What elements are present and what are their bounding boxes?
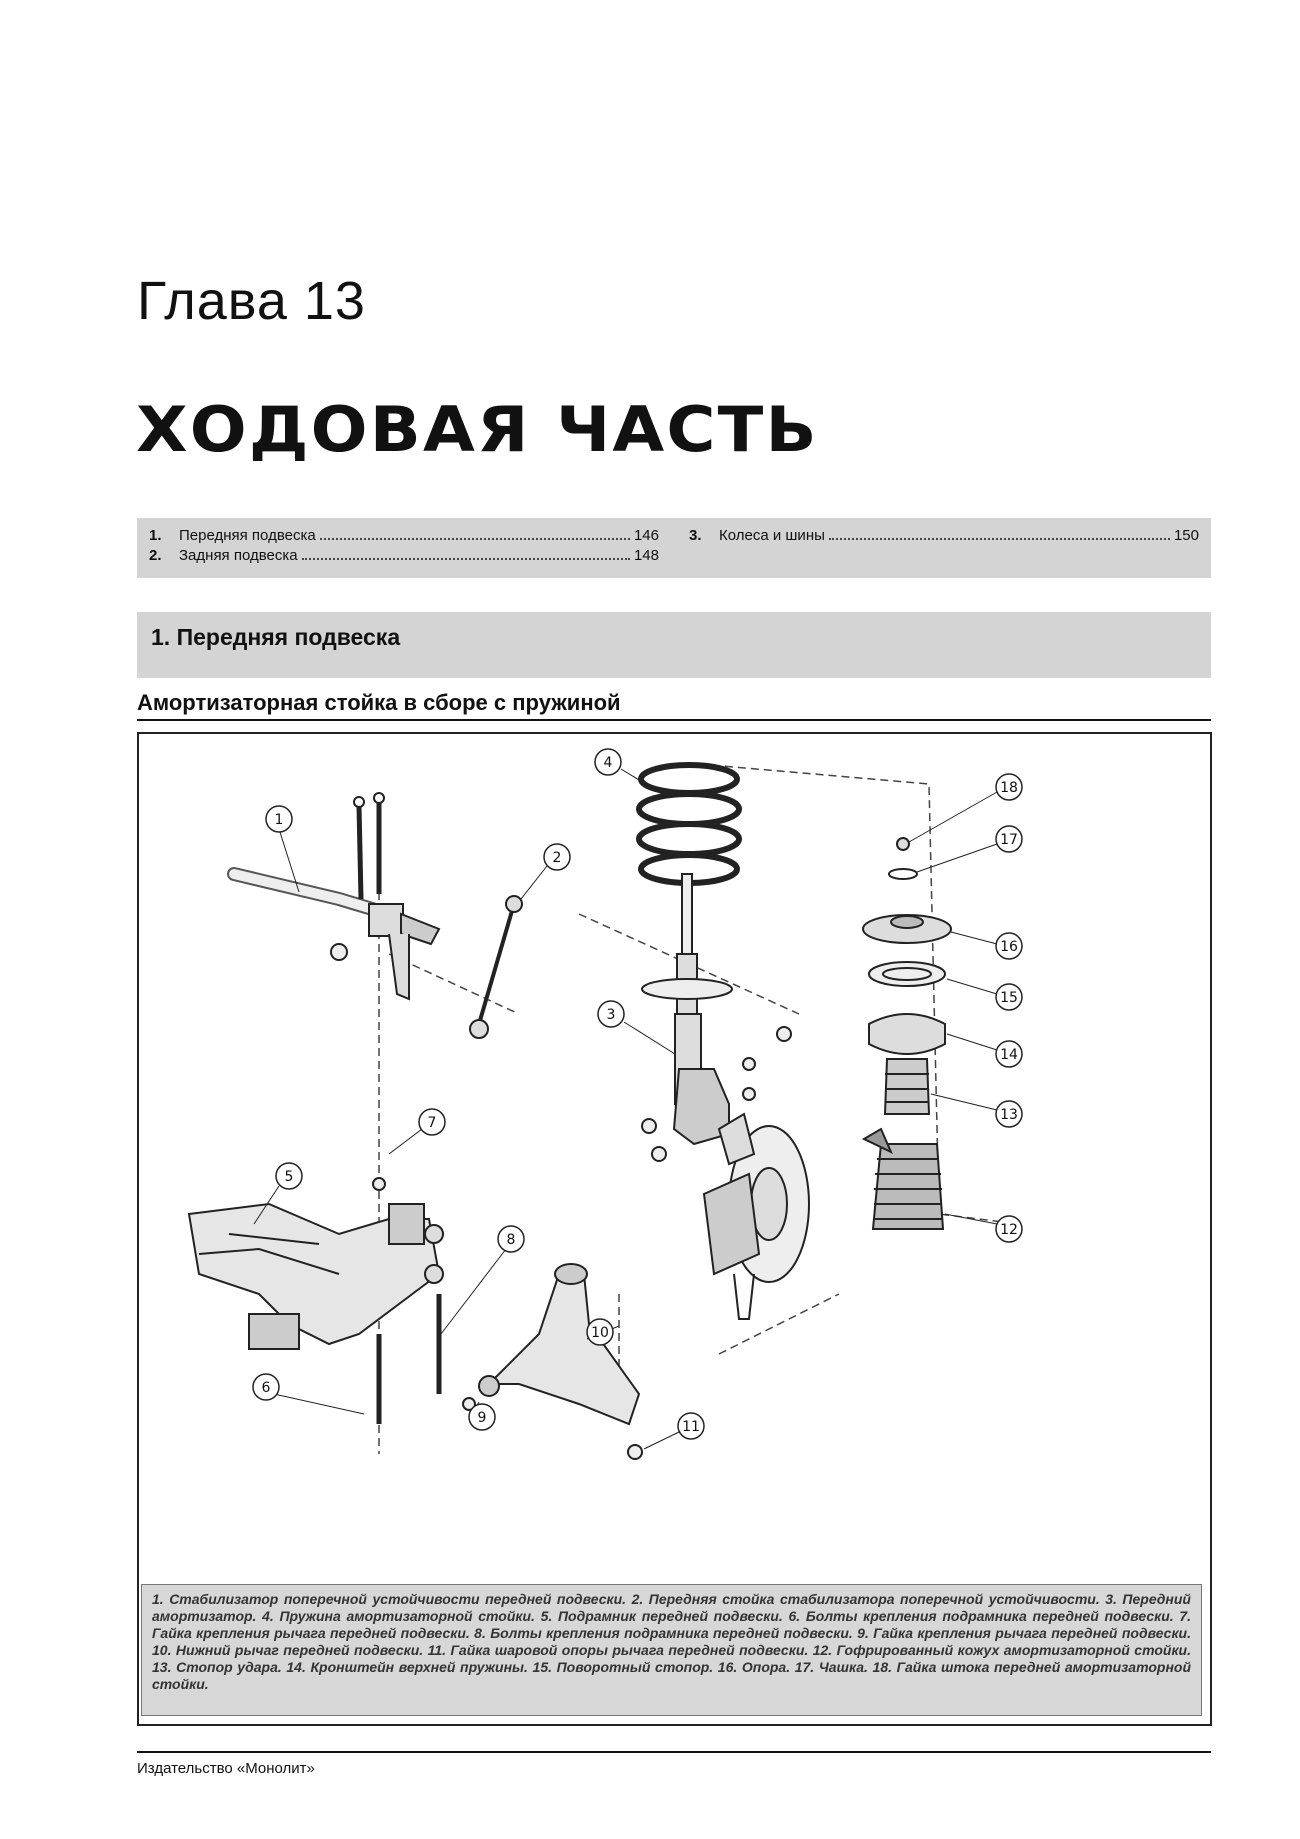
svg-text:9: 9 <box>477 1410 487 1426</box>
callout-12 <box>945 1214 1022 1242</box>
svg-text:11: 11 <box>682 1419 700 1435</box>
steering-knuckle-brake <box>704 1114 809 1319</box>
toc-entry-title: Задняя подвеска <box>179 547 298 564</box>
footer-publisher: Издательство «Монолит» <box>137 1760 315 1777</box>
subframe <box>189 1178 443 1424</box>
section-title: 1. Передняя подвеска <box>151 624 401 650</box>
stabilizer-link <box>470 896 791 1041</box>
toc-column-left <box>149 527 659 567</box>
callout-6 <box>253 1374 364 1414</box>
subsection-title: Амортизаторная стойка в сборе с пружиной <box>137 690 621 715</box>
toc-entry[interactable] <box>149 547 659 567</box>
toc-dot-leader <box>302 558 630 560</box>
toc-entry-title: Передняя подвеска <box>179 527 316 544</box>
svg-text:10: 10 <box>591 1325 609 1341</box>
exploded-view-figure <box>137 732 1212 1726</box>
svg-text:13: 13 <box>1000 1107 1018 1123</box>
svg-text:2: 2 <box>552 850 562 866</box>
callout-7 <box>389 1109 445 1154</box>
svg-text:8: 8 <box>506 1232 516 1248</box>
toc-dot-leader <box>320 538 630 540</box>
table-of-contents <box>137 518 1211 578</box>
callout-16 <box>951 932 1022 959</box>
toc-entry[interactable] <box>689 527 1199 547</box>
toc-entry[interactable] <box>149 527 659 547</box>
footer-divider <box>137 1751 1211 1753</box>
callout-11 <box>644 1413 704 1449</box>
callout-3 <box>598 1001 675 1054</box>
callout-13 <box>931 1094 1022 1127</box>
svg-text:16: 16 <box>1000 939 1018 955</box>
toc-entry-title: Колеса и шины <box>719 527 825 544</box>
svg-text:4: 4 <box>603 755 613 771</box>
figure-caption: 1. Стабилизатор поперечной устойчивости передней подвески. 2. Передняя стойка стабилизатора поперечной устойчивости. 3. Передний амортизатор. 4. Пружина амортизаторной стойки. 5. Подрамник передней подвески. 6. Болты крепления подрамника передней подвески. 7. Гайка крепления рычага передней подвески. 8. Болты крепления подрамника передней подвески. 9. Гайка крепления рычага передней подвески. 10. Нижний рычаг передней подвески. 11. Гайка шаровой опоры рычага передней подвески. 12. Гофрированный кожух амортизаторной стойки. 13. Стопор удара. 14. Кронштейн верхней пружины. 15. Поворотный стопор. 16. Опора. 17. Чашка. 18. Гайка штока передней амортизаторной стойки. <box>141 1584 1202 1716</box>
callout-10 <box>587 1319 619 1345</box>
svg-text:6: 6 <box>261 1380 271 1396</box>
toc-entry-number: 1. <box>149 527 162 544</box>
toc-entry-page: 150 <box>1173 527 1199 544</box>
svg-text:14: 14 <box>1000 1047 1018 1063</box>
chapter-label: Глава 13 <box>137 271 366 331</box>
toc-entry-page: 146 <box>633 527 659 544</box>
svg-text:1: 1 <box>274 812 284 828</box>
toc-entry-page: 148 <box>633 547 659 564</box>
svg-text:3: 3 <box>606 1007 616 1023</box>
toc-entry-number: 3. <box>689 527 702 544</box>
callout-17 <box>917 826 1022 872</box>
svg-text:7: 7 <box>427 1115 437 1131</box>
subsection-divider <box>137 719 1211 721</box>
lower-control-arm <box>463 1264 642 1459</box>
toc-entry-number: 2. <box>149 547 162 564</box>
section-header <box>137 612 1211 678</box>
stabilizer-bar <box>234 793 439 999</box>
callout-15 <box>947 979 1022 1010</box>
callout-8 <box>441 1226 524 1334</box>
svg-text:5: 5 <box>284 1169 294 1185</box>
coil-spring <box>639 765 739 883</box>
svg-text:18: 18 <box>1000 780 1018 796</box>
toc-column-right <box>689 527 1199 547</box>
chapter-title: ХОДОВАЯ ЧАСТЬ <box>136 393 819 466</box>
strut-top-mount-stack <box>863 838 951 1229</box>
svg-text:12: 12 <box>1000 1222 1018 1238</box>
svg-text:15: 15 <box>1000 990 1018 1006</box>
suspension-diagram <box>139 734 1210 1584</box>
callout-14 <box>947 1034 1022 1067</box>
toc-dot-leader <box>829 538 1170 540</box>
svg-text:17: 17 <box>1000 832 1018 848</box>
callout-2 <box>521 844 570 899</box>
